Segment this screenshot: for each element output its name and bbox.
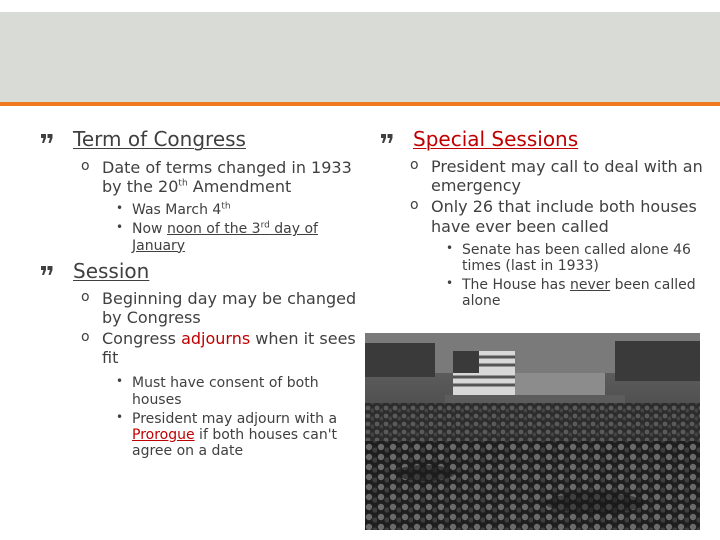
was-item bbox=[40, 202, 358, 218]
prorogue-pre: President may adjourn with a bbox=[132, 410, 338, 427]
consent-item bbox=[40, 375, 358, 407]
special-sub1-text: President may call to deal with an emergency bbox=[431, 157, 703, 196]
circle-bullet-icon: o bbox=[81, 329, 90, 346]
circle-bullet-icon: o bbox=[410, 157, 419, 173]
dot-bullet-icon: • bbox=[446, 240, 454, 255]
house-item bbox=[380, 277, 710, 309]
circle-bullet-icon: o bbox=[410, 197, 419, 214]
senate-item bbox=[380, 242, 710, 274]
session-sub2-pre: Congress bbox=[102, 329, 182, 349]
slide-header-band bbox=[0, 12, 720, 102]
slide-header-rule bbox=[0, 102, 720, 106]
dot-bullet-icon: • bbox=[116, 409, 124, 424]
was-sup: th bbox=[221, 201, 231, 212]
congress-joint-session-photo bbox=[365, 333, 700, 530]
right-column bbox=[380, 128, 710, 309]
term-sub1-tail: Amendment bbox=[187, 177, 292, 197]
now-underlined: noon of the 3rd day of January bbox=[132, 220, 318, 254]
dot-bullet-icon: • bbox=[116, 220, 124, 235]
dot-bullet-icon: • bbox=[116, 201, 124, 216]
special-sub2-text: Only 26 that include both houses have ever been called bbox=[431, 197, 697, 236]
session-heading-text: Session bbox=[73, 258, 150, 283]
house-pre: The House has bbox=[462, 276, 571, 293]
special-sub2-item bbox=[380, 197, 710, 235]
senate-text: Senate has been called alone 46 times (last in 1933) bbox=[462, 241, 691, 274]
never-term: never bbox=[570, 276, 611, 293]
prorogue-item bbox=[40, 411, 358, 459]
dot-bullet-icon: • bbox=[446, 275, 454, 290]
session-heading bbox=[40, 260, 358, 283]
session-sub2-post: when it sees fit bbox=[102, 329, 356, 368]
now-prefix: Now bbox=[132, 221, 167, 238]
left-column bbox=[40, 128, 358, 459]
term-sub-item bbox=[40, 158, 358, 196]
session-sub2-item bbox=[40, 329, 358, 367]
term-sub1-sup: th bbox=[178, 178, 188, 189]
dot-bullet-icon: • bbox=[116, 374, 124, 389]
now-item bbox=[40, 221, 358, 253]
bullet-quote-icon bbox=[40, 264, 53, 277]
circle-bullet-icon: o bbox=[81, 288, 90, 305]
bullet-quote-icon bbox=[380, 132, 393, 145]
special-sessions-heading bbox=[380, 128, 710, 151]
adjourns-term: adjourns bbox=[181, 329, 251, 349]
consent-text: Must have consent of both houses bbox=[132, 375, 319, 408]
term-heading-text: Term of Congress bbox=[73, 127, 246, 151]
prorogue-post: if both houses can't agree on a date bbox=[132, 426, 338, 459]
special-heading-text: Special Sessions bbox=[413, 127, 579, 151]
circle-bullet-icon: o bbox=[81, 158, 90, 174]
house-post: been called alone bbox=[462, 276, 696, 310]
term-sub1-text: Date of terms changed in 1933 by the 20 bbox=[102, 158, 352, 197]
special-sub1-item bbox=[380, 157, 710, 195]
session-sub1-text: Beginning day may be changed by Congress bbox=[102, 288, 357, 327]
session-sub1-item bbox=[40, 289, 358, 327]
prorogue-term: Prorogue bbox=[132, 426, 195, 443]
term-of-congress-heading bbox=[40, 128, 358, 151]
was-text: Was March 4 bbox=[132, 202, 222, 219]
flag-icon bbox=[453, 351, 515, 395]
bullet-quote-icon bbox=[40, 132, 53, 145]
